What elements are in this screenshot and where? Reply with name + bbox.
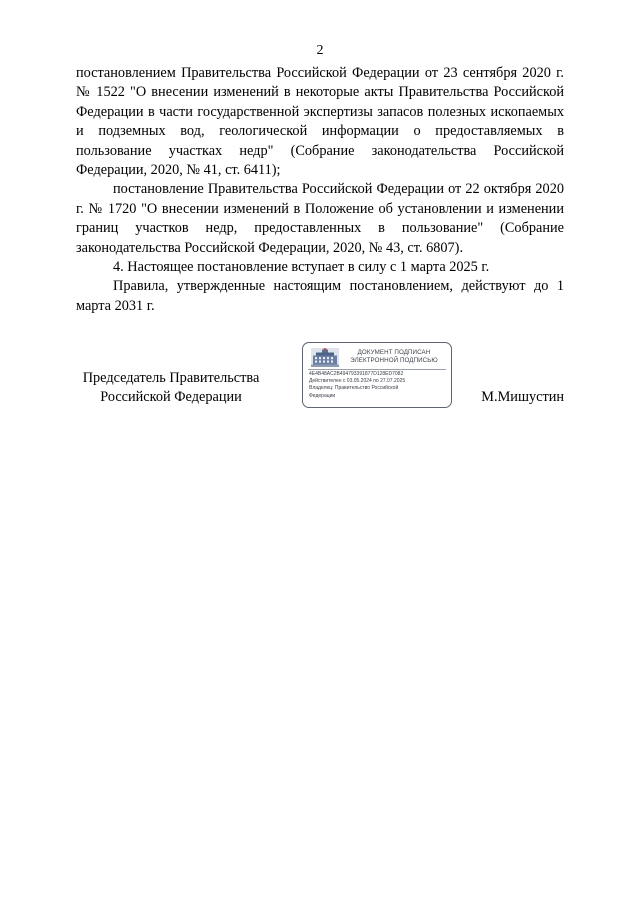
paragraph-effective-date: 4. Настоящее постановление вступает в силу с 1 марта 2025 г. <box>113 259 490 276</box>
signer-name: М.Мишустин <box>481 389 564 405</box>
electronic-signature-stamp <box>302 342 452 408</box>
stamp-title <box>339 349 449 364</box>
stamp-details <box>309 371 449 400</box>
stamp-title-line-1: ДОКУМЕНТ ПОДПИСАН <box>357 349 431 356</box>
paragraph-resolution-1522: постановлением Правительства Российской Федерации от 23 сентября 2020 г. № 1522 "О внесении изменений в некоторые акты Правительства Российской Федерации в части государственной экспертизы запасов полезных ископаемых и подземных вод, геологической информации о предоставляемых в пользование участках недр" (Собрание законодательства Российской Федерации, 2020, № 41, ст. 6411); <box>76 65 564 179</box>
signer-title-line-1: Председатель Правительства <box>82 370 260 386</box>
stamp-validity: Действителен с 03.05.2024 по 27.07.2025 <box>309 378 406 385</box>
signature-block <box>76 342 564 412</box>
stamp-owner-line-2: Федерации <box>309 392 336 399</box>
paragraph-resolution-1720: постановление Правительства Российской Федерации от 22 октября 2020 г. № 1720 "О внесении изменений в Положение об установлении и изменении границ участков недр, предоставленных в пользование" (Собрание законодательства Российской Федерации, 2020, № 43, ст. 6807). <box>76 181 564 256</box>
government-building-emblem-icon <box>311 348 339 367</box>
stamp-divider <box>308 369 446 370</box>
signer-title <box>76 369 266 408</box>
document-body <box>76 64 564 316</box>
stamp-title-line-2: ЭЛЕКТРОННОЙ ПОДПИСЬЮ <box>350 356 438 364</box>
paragraph-rules-validity: Правила, утвержденные настоящим постановлением, действуют до 1 марта 2031 г. <box>76 278 564 314</box>
signer-title-line-2: Российской Федерации <box>100 389 242 406</box>
stamp-certificate: 4E4B48AC2B494793391877D128ED7082 <box>309 371 404 377</box>
page-number: 2 <box>316 43 324 58</box>
stamp-owner-line-1: Владелец: Правительство Российской <box>309 385 399 392</box>
